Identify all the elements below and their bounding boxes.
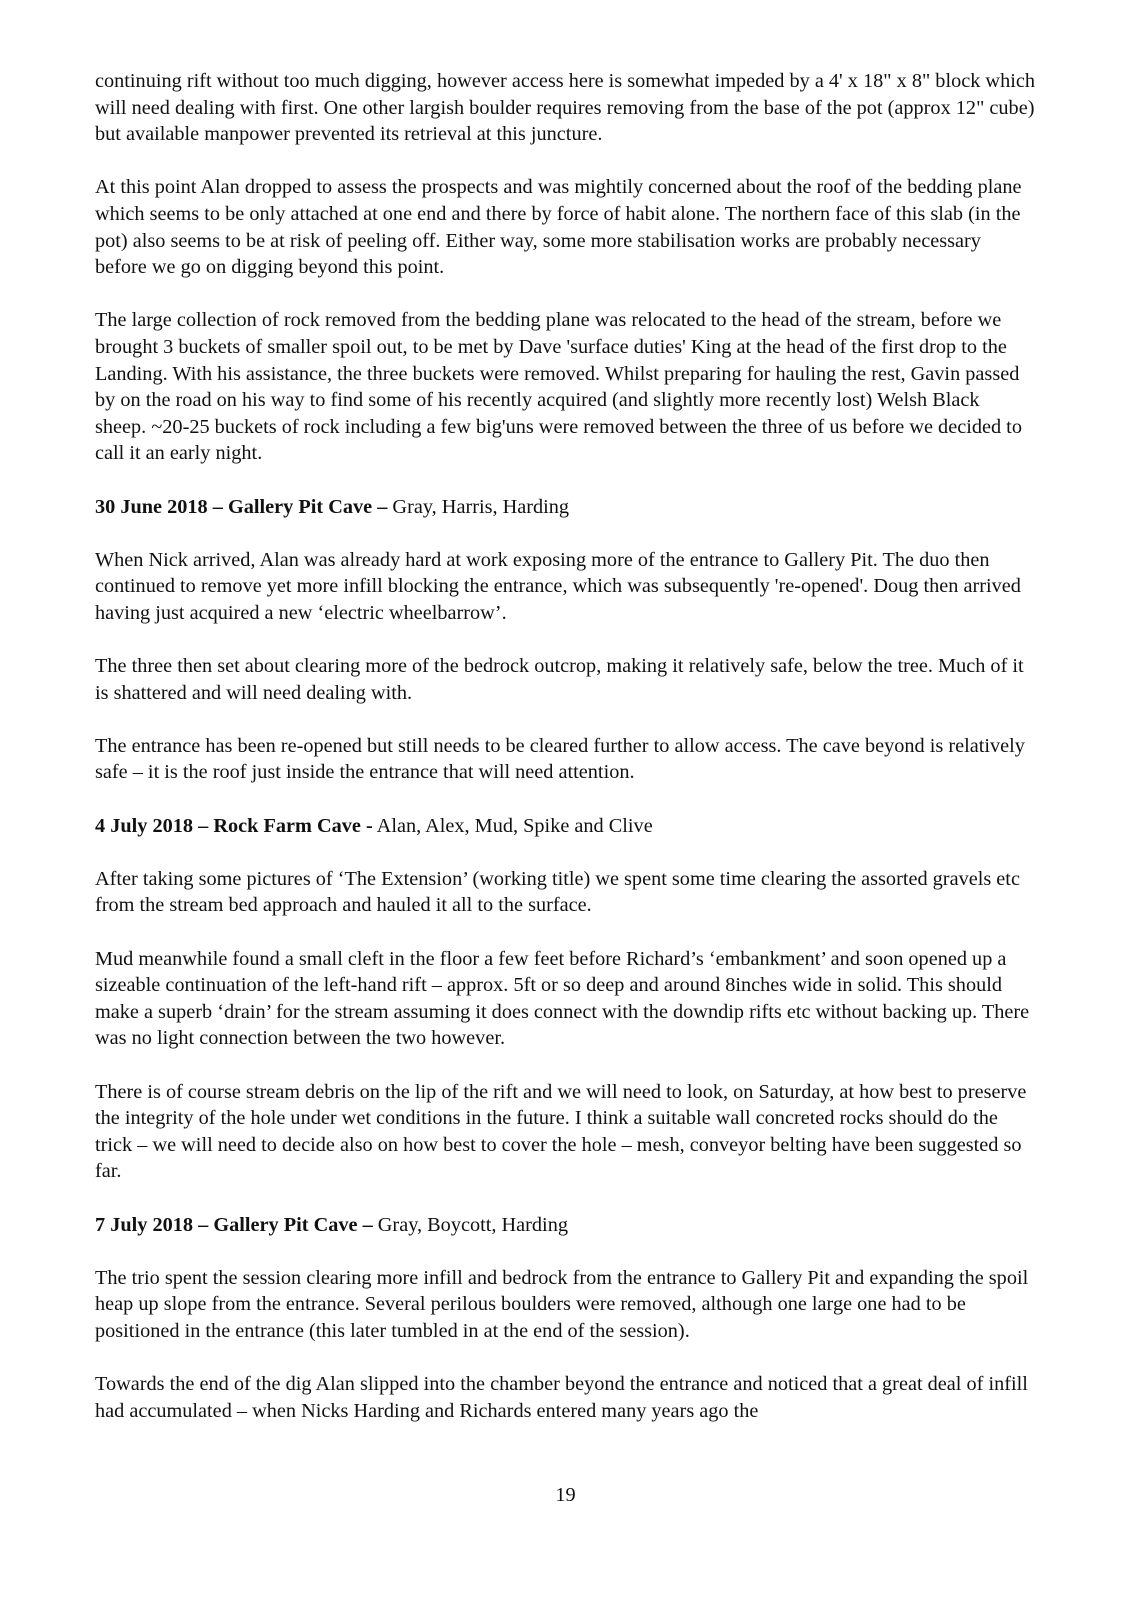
entry-heading-4-july: [95, 813, 1035, 840]
paragraph: The entrance has been re-opened but still needs to be cleared further to allow access. The cave beyond is relatively safe – it is the roof just inside the entrance that will need attention.: [95, 734, 1025, 784]
entry-heading-date-site: 30 June 2018 – Gallery Pit Cave –: [95, 495, 388, 518]
entry-heading-30-june: [95, 494, 1035, 521]
paragraph: The large collection of rock removed from the bedding plane was relocated to the head of the stream, before we brought 3 buckets of smaller spoil out, to be met by Dave 'surface duties' King at the head of the first drop to the Landing. With his assistance, the three buckets were removed. Whilst preparing for hauling the rest, Gavin passed by on the road on his way to find some of his recently acquired (and slightly more recently lost) Welsh Black sheep. ~20-25 buckets of rock including a few big'uns were removed between the three of us before we decided to call it an early night.: [95, 309, 1022, 465]
entry-heading-names: Gray, Boycott, Harding: [372, 1213, 568, 1236]
entry-heading-names: Gray, Harris, Harding: [387, 495, 570, 518]
paragraph: The trio spent the session clearing more infill and bedrock from the entrance to Gallery Pit and expanding the spoil heap up slope from the entrance. Several perilous boulders were removed, although one large one had to be positioned in the entrance (this later tumbled in at the end of the session).: [95, 1266, 1029, 1342]
paragraph: The three then set about clearing more of the bedrock outcrop, making it relatively safe, below the tree. Much of it is shattered and will need dealing with.: [95, 655, 1024, 704]
document-page: [95, 68, 1035, 1451]
entry-heading-7-july: [95, 1212, 1035, 1239]
page-number: 19: [555, 1484, 576, 1506]
entry-heading-date-site: 4 July 2018 – Rock Farm Cave -: [95, 814, 373, 837]
entry-heading-date-site: 7 July 2018 – Gallery Pit Cave –: [95, 1213, 373, 1236]
paragraph: When Nick arrived, Alan was already hard at work exposing more of the entrance to Gallery Pit. The duo then continued to remove yet more infill blocking the entrance, which was subsequently 're-opened'. Doug then arrived having just acquired a new ‘electric wheelbarrow’.: [95, 548, 1021, 624]
paragraph: There is of course stream debris on the lip of the rift and we will need to look, on Saturday, at how best to preserve the integrity of the hole under wet conditions in the future. I think a suitable wall concreted rocks should do the trick – we will need to decide also on how best to cover the hole – mesh, conveyor belting have been suggested so far.: [95, 1080, 1027, 1183]
paragraph: Towards the end of the dig Alan slipped into the chamber beyond the entrance and noticed that a great deal of infill had accumulated – when Nicks Harding and Richards entered many years ago the: [95, 1373, 1028, 1422]
paragraph: At this point Alan dropped to assess the prospects and was mightily concerned about the roof of the bedding plane which seems to be only attached at one end and there by force of habit alone. The northern face of this slab (in the pot) also seems to be at risk of peeling off. Either way, some more stabilisation works are probably necessary before we go on digging beyond this point.: [95, 176, 1022, 279]
entry-heading-names: Alan, Alex, Mud, Spike and Clive: [372, 814, 653, 837]
paragraph: Mud meanwhile found a small cleft in the floor a few feet before Richard’s ‘embankment’ and soon opened up a sizeable continuation of the left-hand rift – approx. 5ft or so deep and around 8inches wide in solid. This should make a superb ‘drain’ for the stream assuming it does connect with the downdip rifts etc without backing up. There was no light connection between the two however.: [95, 947, 1030, 1050]
paragraph: After taking some pictures of ‘The Extension’ (working title) we spent some time clearing the assorted gravels etc from the stream bed approach and hauled it all to the surface.: [95, 867, 1020, 917]
paragraph: continuing rift without too much digging, however access here is somewhat impeded by a 4' x 18" x 8" block which will need dealing with first. One other largish boulder requires removing from the base of the pot (approx 12" cube) but available manpower prevented its retrieval at this juncture.: [95, 70, 1035, 146]
